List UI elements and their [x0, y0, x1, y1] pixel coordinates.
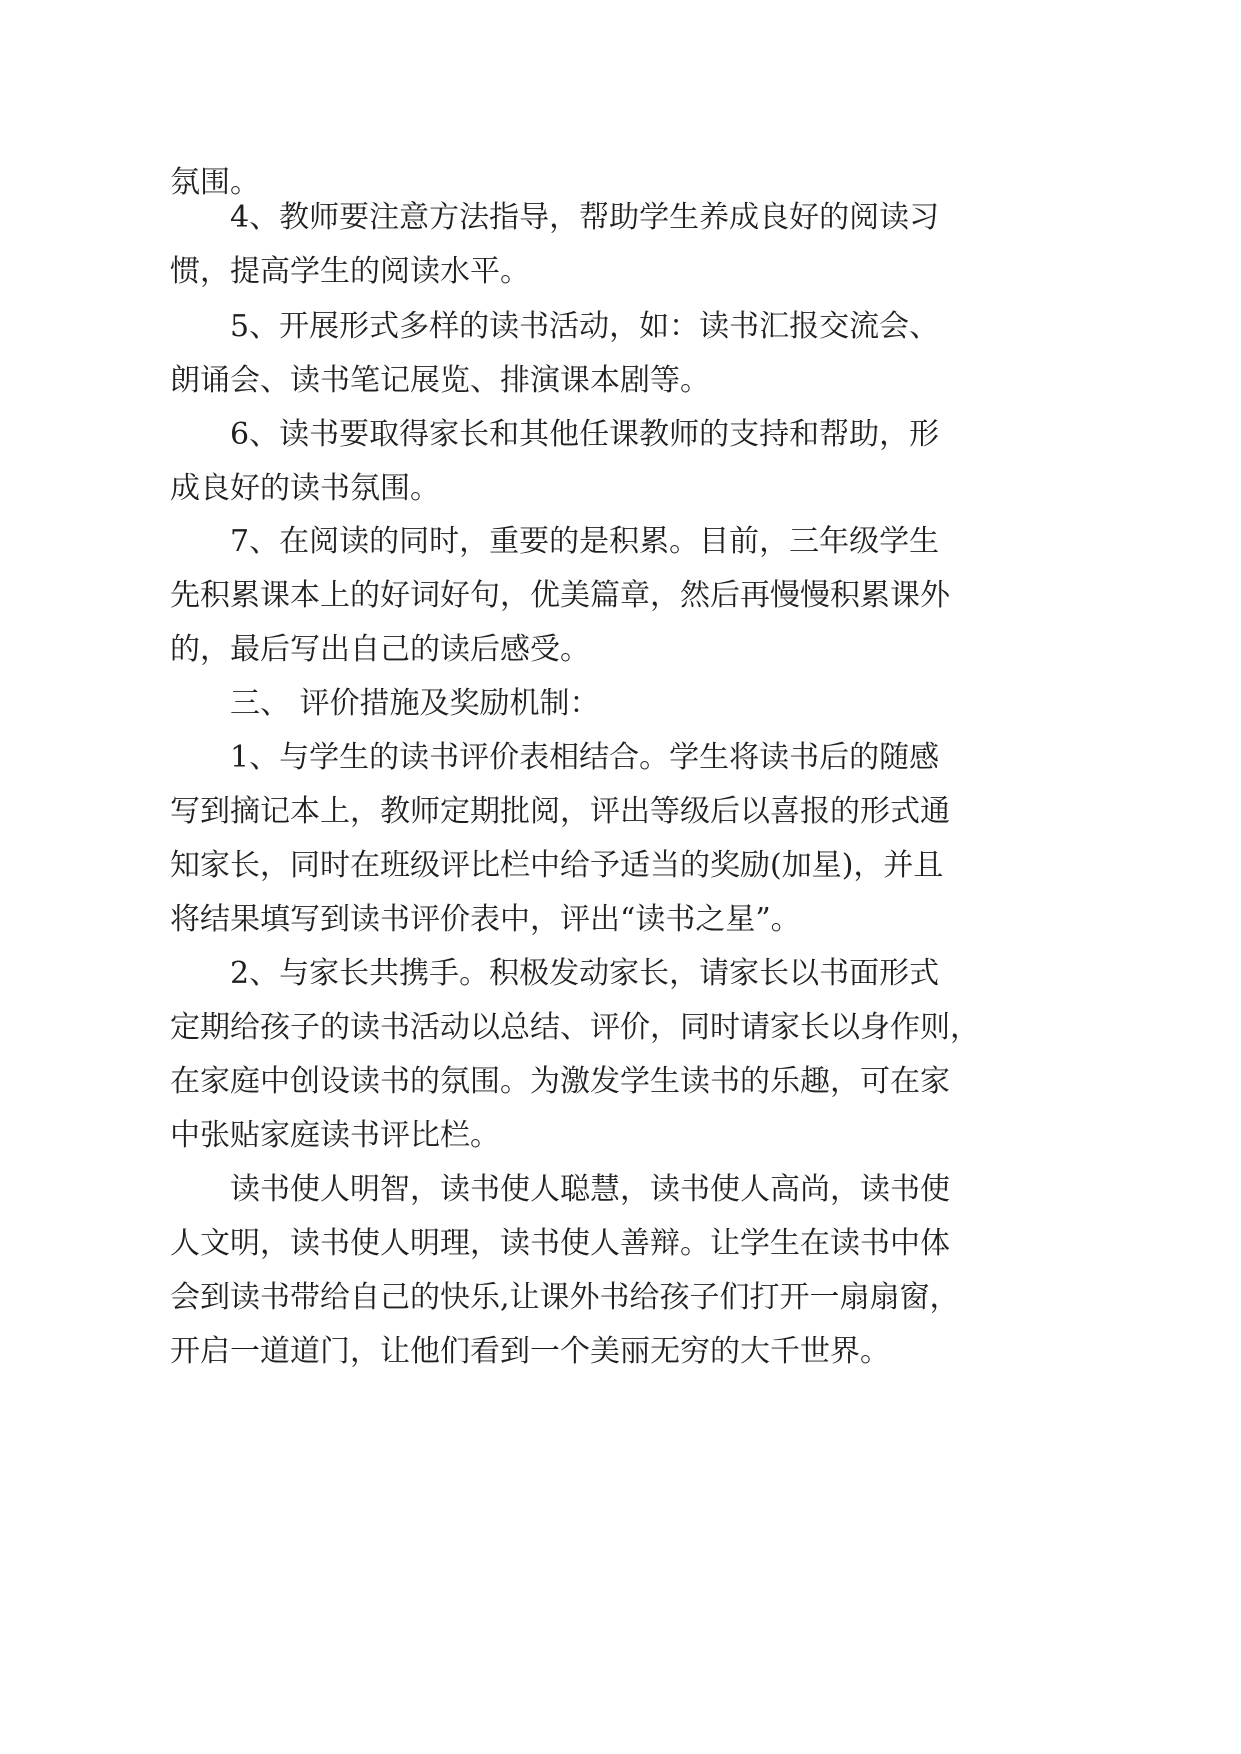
line-text: 6、读书要取得家长和其他任课教师的支持和帮助，形 [230, 417, 940, 452]
line-text: 知家长，同时在班级评比栏中给予适当的奖励(加星)，并且 [170, 848, 944, 883]
line-text: 开启一道道门，让他们看到一个美丽无穷的大千世界。 [170, 1334, 890, 1369]
line-text: 5、开展形式多样的读书活动，如：读书汇报交流会、 [230, 309, 940, 344]
line-text: 将结果填写到读书评价表中，评出“读书之星”。 [170, 902, 801, 937]
text-line [0, 782, 1241, 842]
text-line [0, 620, 1241, 680]
text-line [0, 998, 1241, 1058]
text-line [0, 351, 1241, 411]
text-line [0, 566, 1241, 626]
line-text: 在家庭中创设读书的氛围。为激发学生读书的乐趣，可在家 [170, 1064, 950, 1099]
line-text: 人文明，读书使人明理，读书使人善辩。让学生在读书中体 [170, 1226, 950, 1261]
line-text: 2、与家长共携手。积极发动家长，请家长以书面形式 [230, 956, 940, 991]
text-line [0, 1160, 1241, 1220]
line-text: 定期给孩子的读书活动以总结、评价，同时请家长以身作则， [170, 1010, 980, 1045]
text-line [0, 674, 1241, 734]
line-text: 4、教师要注意方法指导，帮助学生养成良好的阅读习 [230, 200, 940, 235]
line-text: 写到摘记本上，教师定期批阅，评出等级后以喜报的形式通 [170, 794, 950, 829]
line-text: 氛围。 [170, 165, 260, 200]
text-line [0, 1268, 1241, 1328]
line-text: 朗诵会、读书笔记展览、排演课本剧等。 [170, 363, 710, 398]
text-line [0, 836, 1241, 896]
text-line [0, 512, 1241, 572]
text-line [0, 1106, 1241, 1166]
text-line [0, 459, 1241, 519]
line-text: 的，最后写出自己的读后感受。 [170, 632, 590, 667]
text-line [0, 242, 1241, 302]
text-line [0, 890, 1241, 950]
text-line [0, 188, 1241, 248]
line-text: 先积累课本上的好词好句，优美篇章，然后再慢慢积累课外 [170, 578, 950, 613]
text-line [0, 297, 1241, 357]
text-line [0, 1322, 1241, 1382]
line-text: 1、与学生的读书评价表相结合。学生将读书后的随感 [230, 740, 940, 775]
line-text: 三、 评价措施及奖励机制： [230, 686, 600, 721]
line-text: 读书使人明智，读书使人聪慧，读书使人高尚，读书使 [230, 1172, 950, 1207]
line-text: 成良好的读书氛围。 [170, 471, 440, 506]
line-text: 会到读书带给自己的快乐,让课外书给孩子们打开一扇扇窗， [170, 1280, 960, 1315]
line-text: 7、在阅读的同时，重要的是积累。目前，三年级学生 [230, 524, 940, 559]
text-line [0, 1052, 1241, 1112]
line-text: 中张贴家庭读书评比栏。 [170, 1118, 500, 1153]
text-line [0, 1214, 1241, 1274]
text-line [0, 944, 1241, 1004]
text-line [0, 405, 1241, 465]
line-text: 惯，提高学生的阅读水平。 [170, 254, 530, 289]
text-line [0, 728, 1241, 788]
